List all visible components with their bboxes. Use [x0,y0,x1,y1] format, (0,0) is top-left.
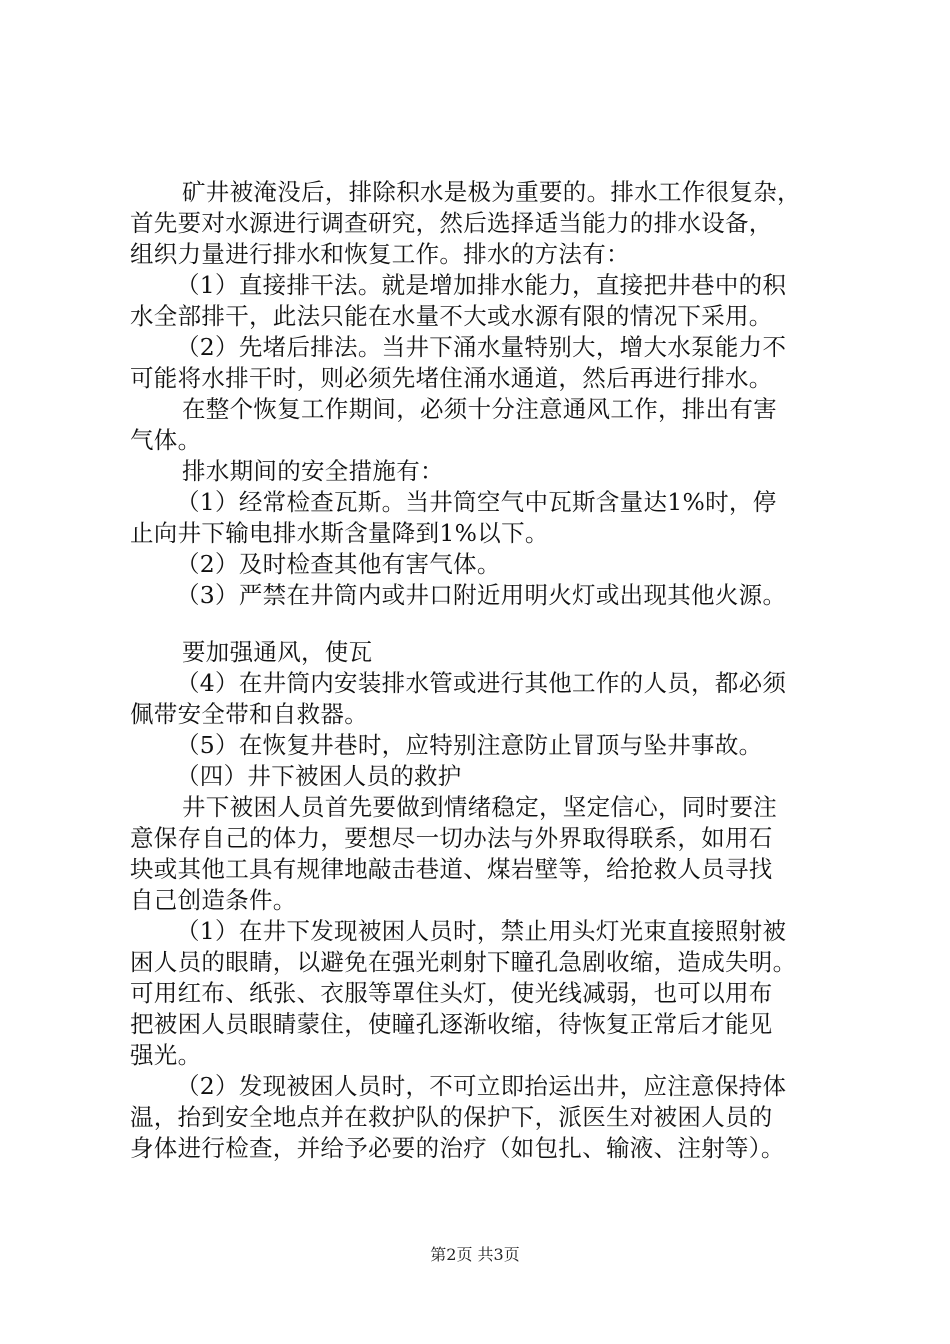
page-footer: 第2页 共3页 [430,1245,520,1264]
text-line: 自己创造条件。 [130,886,297,914]
text-line: 止向井下输电排水斯含量降到1%以下。 [130,519,549,547]
text-line: （2）先堵后排法。当井下涌水量特别大，增大水泵能力不 [176,333,787,361]
text-line: （2）发现被困人员时，不可立即抬运出井，应注意保持体 [176,1072,787,1100]
text-line: （3）严禁在井筒内或井口附近用明火灯或出现其他火源。 [176,581,787,609]
text-line: 温，抬到安全地点并在救护队的保护下，派医生对被困人员的 [130,1103,773,1131]
text-line: 矿井被淹没后，排除积水是极为重要的。排水工作很复杂， [182,178,801,206]
text-line: 可用红布、纸张、衣服等罩住头灯，使光线减弱，也可以用布 [130,979,773,1007]
text-line: （2）及时检查其他有害气体。 [176,550,501,578]
text-line: 组织力量进行排水和恢复工作。排水的方法有： [130,240,630,268]
text-line: （4）在井筒内安装排水管或进行其他工作的人员，都必须 [176,669,787,697]
text-line: 块或其他工具有规律地敲击巷道、煤岩壁等，给抢救人员寻找 [130,855,773,883]
text-line: 首先要对水源进行调查研究，然后选择适当能力的排水设备， [130,209,773,237]
text-line: 水全部排干，此法只能在水量不大或水源有限的情况下采用。 [130,302,773,330]
text-line: 排水期间的安全措施有： [182,457,444,485]
text-line: （5）在恢复井巷时，应特别注意防止冒顶与坠井事故。 [176,731,763,759]
text-line: 把被困人员眼睛蒙住，使瞳孔逐渐收缩，待恢复正常后才能见 [130,1010,773,1038]
text-line: 要加强通风，使瓦 [182,638,373,666]
text-line: 气体。 [130,426,202,454]
text-line: 可能将水排干时，则必须先堵住涌水通道，然后再进行排水。 [130,364,773,392]
text-line: 在整个恢复工作期间，必须十分注意通风工作，排出有害 [182,395,777,423]
text-line: （1）经常检查瓦斯。当井筒空气中瓦斯含量达1%时，停 [176,488,777,516]
text-line: 身体进行检查，并给予必要的治疗（如包扎、输液、注射等）。 [130,1134,785,1162]
text-line: 井下被困人员首先要做到情绪稳定，坚定信心，同时要注 [182,793,777,821]
text-line: 强光。 [130,1041,202,1069]
text-line: 意保存自己的体力，要想尽一切办法与外界取得联系，如用石 [130,824,773,852]
text-line: （1）直接排干法。就是增加排水能力，直接把井巷中的积 [176,271,787,299]
text-line: （1）在井下发现被困人员时，禁止用头灯光束直接照射被 [176,917,787,945]
text-line: 佩带安全带和自救器。 [130,700,368,728]
section-heading: （四）井下被困人员的救护 [176,762,462,790]
text-line: 困人员的眼睛，以避免在强光刺射下瞳孔急剧收缩，造成失明。 [130,948,797,976]
